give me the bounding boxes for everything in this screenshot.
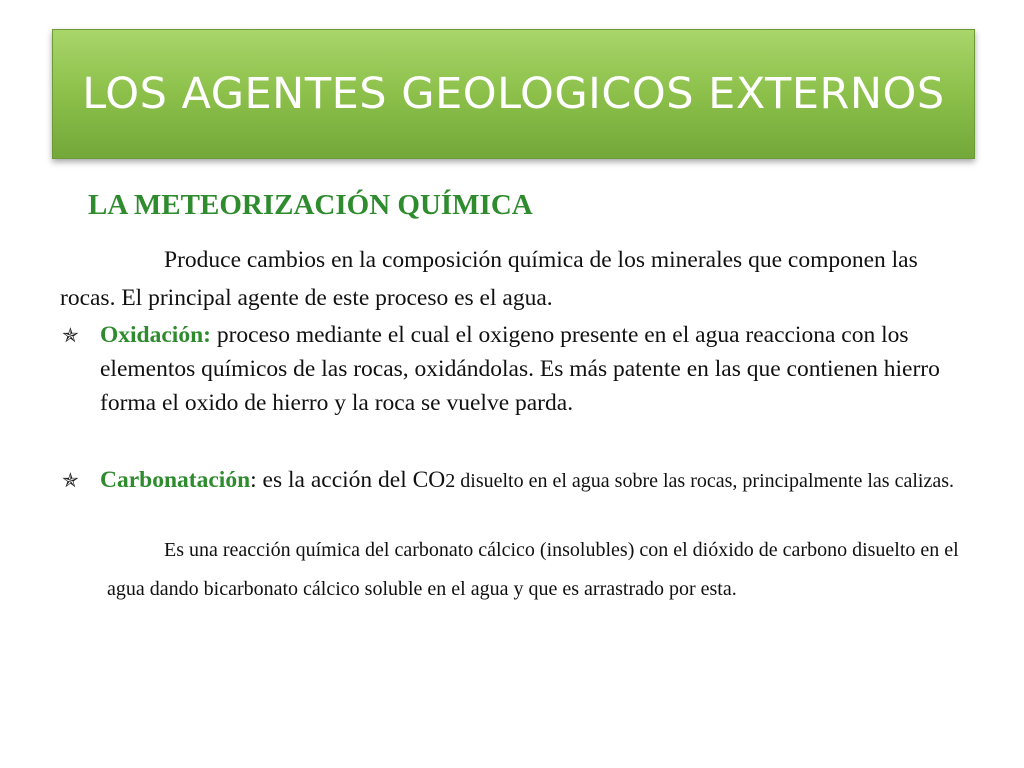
bullet-body: : es la acción del CO	[250, 467, 446, 493]
intro-text: Produce cambios en la composición química de los minerales que componen las rocas. El principal agente de este proceso es el agua.	[60, 247, 918, 311]
bullet-term: Carbonatación	[100, 467, 251, 493]
bullet-carbonatacion	[60, 463, 960, 498]
slide-title: LOS AGENTES GEOLOGICOS EXTERNOS	[82, 69, 945, 119]
title-banner	[52, 29, 975, 159]
bullet-text	[100, 318, 960, 420]
bullet-body-small: 2 disuelto en el agua sobre las rocas, principalmente las calizas.	[445, 470, 954, 492]
bullet-oxidacion	[60, 318, 960, 420]
bullet-text	[100, 463, 960, 498]
sub-paragraph	[107, 531, 967, 608]
section-subtitle: LA METEORIZACIÓN QUÍMICA	[88, 189, 533, 221]
star-bullet-icon: ✯	[62, 468, 79, 492]
sub-paragraph-text: Es una reacción química del carbonato cálcico (insolubles) con el dióxido de carbono disuelto en el agua dando bicarbonato cálcico soluble en el agua y que es arrastrado por esta.	[107, 539, 959, 600]
bullet-body: proceso mediante el cual el oxigeno presente en el agua reacciona con los elementos químicos de las rocas, oxidándolas. Es más patente en las que contienen hierro forma el oxido de hierro y la roca se vuelve parda.	[100, 322, 940, 416]
star-bullet-icon: ✯	[62, 323, 79, 347]
intro-paragraph	[60, 241, 960, 317]
bullet-term: Oxidación:	[100, 322, 211, 348]
